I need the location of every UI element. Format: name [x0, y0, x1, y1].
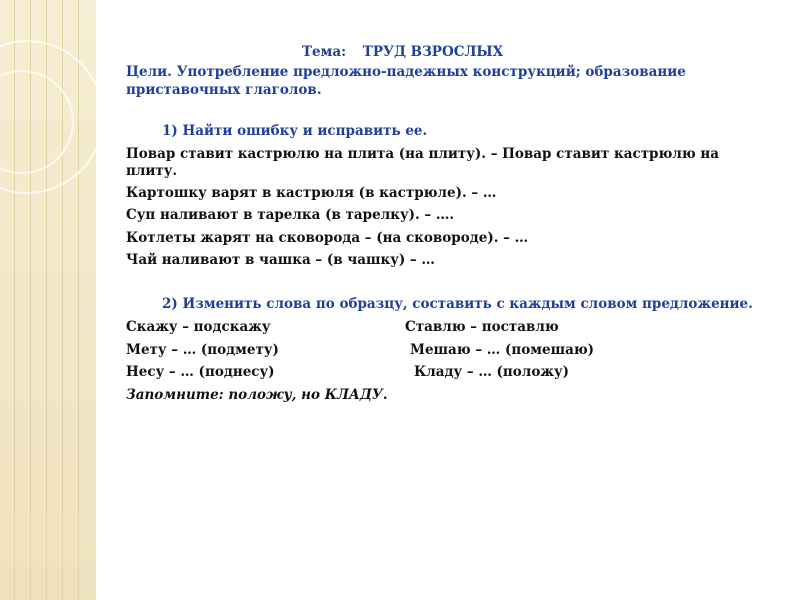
task-2-heading: 2) Изменить слова по образцу, составить с каждым словом предложение.: [162, 296, 753, 312]
task-2-left-item: Скажу – подскажу: [126, 319, 271, 335]
task-1-line: Чай наливают в чашка – (в чашку) – …: [126, 252, 435, 268]
goals-line-1: Цели. Употребление предложно-падежных конструкций; образование: [126, 64, 686, 80]
task-2-right-item: Ставлю – поставлю: [405, 319, 559, 335]
task-1-line: Котлеты жарят на сковорода – (на сковороде). – …: [126, 230, 529, 246]
title-label: Тема:: [302, 44, 347, 60]
slide-title: [302, 44, 503, 60]
task-1-heading: 1) Найти ошибку и исправить ее.: [162, 123, 428, 139]
task-1-line: Картошку варят в кастрюля (в кастрюле). – …: [126, 185, 497, 201]
task-2-left-item: Несу – … (поднесу): [126, 364, 275, 380]
task-1-line: плиту.: [126, 163, 178, 179]
remember-note: Запомните: положу, но КЛАДУ.: [126, 387, 388, 403]
task-2-right-item: Кладу – … (положу): [414, 364, 569, 380]
task-2-right-item: Мешаю – … (помешаю): [410, 342, 595, 358]
goals-line-2: приставочных глаголов.: [126, 82, 322, 98]
task-1-line: Суп наливают в тарелка (в тарелку). – ….: [126, 207, 455, 223]
task-1-line: Повар ставит кастрюлю на плита (на плиту). – Повар ставит кастрюлю на: [126, 146, 720, 162]
task-2-left-item: Мету – … (подмету): [126, 342, 279, 358]
title-text: ТРУД ВЗРОСЛЫХ: [362, 44, 504, 60]
